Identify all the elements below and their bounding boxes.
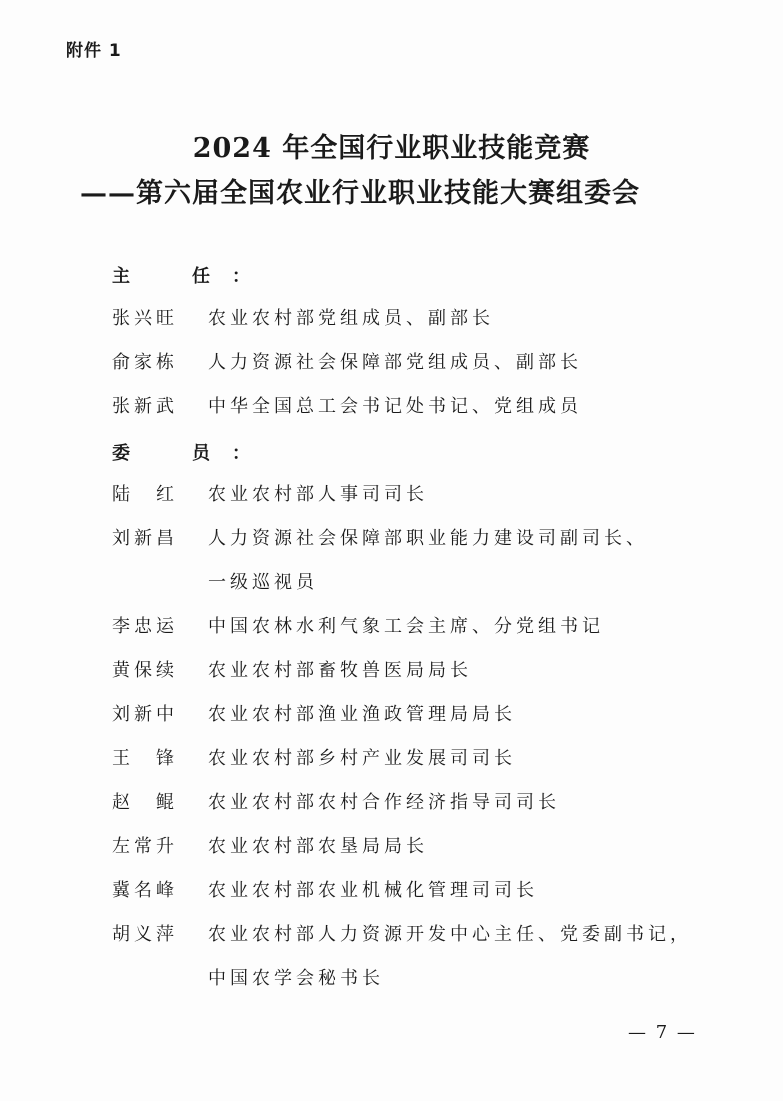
member-title: 农业农村部人力资源开发中心主任、党委副书记， (208, 924, 692, 945)
page-number: — 7 — (628, 1022, 697, 1043)
member-title: 农业农村部农垦局局长 (208, 836, 428, 857)
member-section-label: 委 员： (112, 443, 272, 464)
member-name: 胡义萍 (112, 924, 178, 945)
member-name: 黄保续 (112, 660, 178, 681)
member-title: 农业农村部乡村产业发展司司长 (208, 748, 516, 769)
member-name: 赵 鲲 (112, 792, 178, 813)
member-title-continuation: 一级巡视员 (208, 572, 318, 593)
member-title: 人力资源社会保障部职业能力建设司副司长、 (208, 528, 648, 549)
document-title-line-2: ——第六届全国农业行业职业技能大赛组委会 (80, 178, 640, 209)
director-title: 中华全国总工会书记处书记、党组成员 (208, 396, 582, 417)
director-name: 俞家栋 (112, 352, 178, 373)
member-name: 陆 红 (112, 484, 178, 505)
member-title: 中国农林水利气象工会主席、分党组书记 (208, 616, 604, 637)
member-title: 农业农村部农业机械化管理司司长 (208, 880, 538, 901)
member-name: 左常升 (112, 836, 178, 857)
member-name: 冀名峰 (112, 880, 178, 901)
attachment-label: 附件 1 (66, 41, 122, 61)
member-name: 刘新昌 (112, 528, 178, 549)
member-name: 李忠运 (112, 616, 178, 637)
member-title: 农业农村部人事司司长 (208, 484, 428, 505)
member-title-continuation: 中国农学会秘书长 (208, 968, 384, 989)
member-title: 农业农村部畜牧兽医局局长 (208, 660, 472, 681)
member-name: 刘新中 (112, 704, 178, 725)
director-name: 张新武 (112, 396, 178, 417)
member-title: 农业农村部渔业渔政管理局局长 (208, 704, 516, 725)
director-title: 人力资源社会保障部党组成员、副部长 (208, 352, 582, 373)
director-title: 农业农村部党组成员、副部长 (208, 308, 494, 329)
director-section-label: 主 任： (112, 266, 272, 287)
member-title: 农业农村部农村合作经济指导司司长 (208, 792, 560, 813)
document-title-line-1: 2024 年全国行业职业技能竞赛 (192, 133, 591, 164)
director-name: 张兴旺 (112, 308, 178, 329)
member-name: 王 锋 (112, 748, 178, 769)
